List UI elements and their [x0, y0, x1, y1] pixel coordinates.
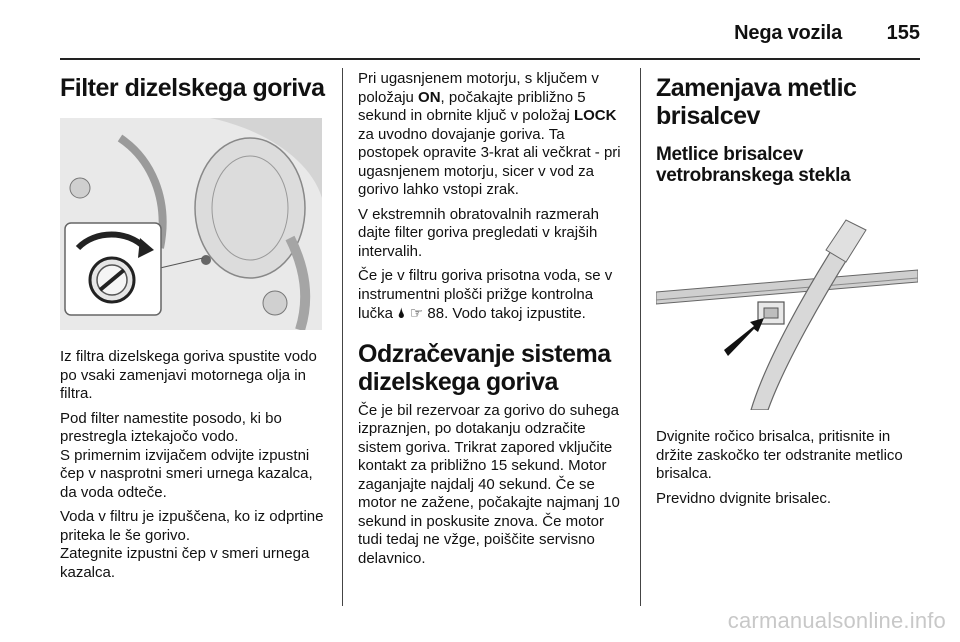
header-divider: [60, 58, 920, 60]
middle-paragraph-4: Če je bil rezervoar za gorivo do suhega izpraznjen, po dotakanju odzračite sistem goriva. Trikrat zapored vključite kontakt za približno 15 sekund. Motor zaganjajte najdalj 40 sekund. Če se motor ne zažene, počakajte najmanj 10 sekund in poskusite znova. Če motor tudi tedaj ne vžge, poiščite servisno delavnico.: [358, 401, 620, 567]
left-paragraph-1: Iz filtra dizelskega goriva spustite vodo po vsaki zamenjavi motornega olja in filtra.: [60, 348, 317, 402]
middle-paragraph-1: [358, 70, 628, 200]
fuel-filter-illustration: [60, 118, 322, 330]
right-paragraph-2: Previdno dvignite brisalec.: [656, 489, 832, 507]
text-segment: . Vodo takoj izpustite.: [444, 305, 586, 322]
text-segment: Pri ugasnjenem motorju, s ključem v položaju: [358, 70, 599, 106]
watermark: carmanualsonline.info: [727, 608, 946, 633]
wiper-subheading: Metlice brisalcev vetrobranskega stekla: [656, 144, 851, 186]
middle-paragraph-3: [358, 267, 628, 324]
middle-paragraph-2: V ekstremnih obratovalnih razmerah dajte filter goriva pregledati v krajših intervalih.: [358, 205, 599, 260]
left-column: [60, 66, 328, 588]
page-number: 155: [886, 22, 920, 44]
wiper-illustration: [656, 200, 918, 410]
column-divider-1: [342, 68, 343, 606]
key-position-lock: LOCK: [573, 107, 617, 124]
column-divider-2: [640, 68, 641, 606]
text-segment: , počakajte približno 5 sekund in obrnite ključ v položaj: [358, 88, 586, 124]
right-paragraph-1: Dvignite ročico brisalca, pritisnite in držite zaskočko ter odstranite metlico brisalca.: [656, 428, 903, 482]
fuel-filter-photo: [60, 118, 322, 330]
left-paragraph-2: Pod filter namestite posodo, ki bo prestregla iztekajočo vodo. S primernim izvijačem odvijte izpustni čep v nasprotni smeri urnega kazalca, da voda odteče.: [60, 409, 313, 501]
section-title: Nega vozila: [734, 22, 842, 44]
left-paragraph-3: Voda v filtru je izpuščena, ko iz odprtine priteka le še gorivo. Zategnite izpustni čep v smeri urnega kazalca.: [60, 508, 324, 581]
wiper-heading: Zamenjava metlic brisalcev: [656, 74, 857, 130]
key-position-on: ON: [418, 88, 441, 106]
page-reference: ☞ 88: [409, 305, 445, 322]
right-column: [656, 74, 922, 514]
page-header: [0, 0, 960, 60]
text-segment: Če je v filtru goriva prisotna voda, se v instrumentni plošči prižge kontrolna lučka: [358, 267, 613, 322]
text-segment: za uvodno dovajanje goriva. Ta postopek opravite 3-krat ali večkrat - pri ugasnjenem motorju, sicer v vod za gorivo lahko vstopi zrak.: [358, 125, 621, 198]
water-in-fuel-icon: 🌢: [397, 305, 406, 321]
bleeding-heading: Odzračevanje sistema dizelskega goriva: [358, 339, 611, 396]
diesel-filter-heading: Filter dizelskega goriva: [60, 74, 325, 102]
wiper-photo: [656, 200, 918, 410]
middle-column: [358, 70, 628, 574]
